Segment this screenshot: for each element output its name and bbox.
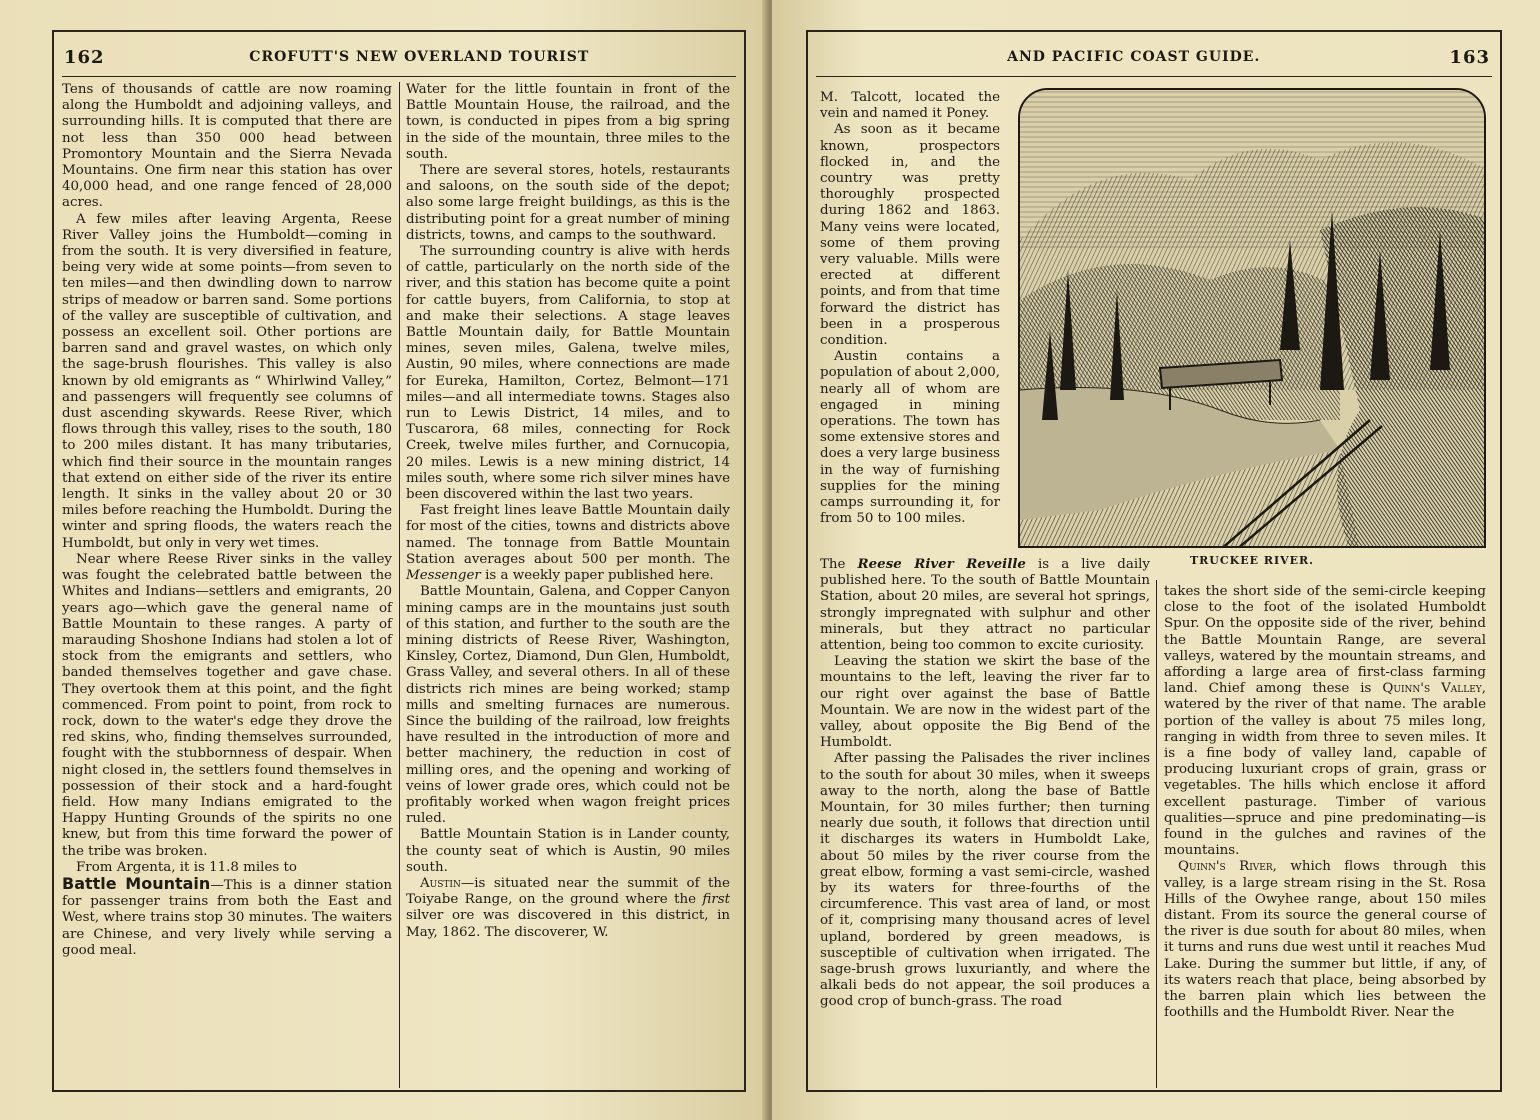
austin-text: —is situated near the summit of the Toiyabe Range, on the ground where the: [406, 875, 730, 908]
right-column-2: [1164, 584, 1486, 1021]
quinns-river-paragraph: [1164, 859, 1486, 1021]
paragraph: From Argenta, it is 11.8 miles to: [76, 859, 297, 875]
battle-mountain-heading: Battle Mountain: [62, 873, 211, 893]
left-page-frame: [52, 30, 746, 1092]
paragraph: After passing the Palisades the river inclines to the south for about 30 miles, when it sweeps away to the north, along the base of Battle Mountain, for 30 miles further; then turning nearly due south, it follows that direction until it discharges its waters in Humboldt Lake, about 50 miles by the river course from the great elbow, forming a vast semi-circle, washed by its waters for three-fourths of the circumference. This vast area of land, or most of it, comprising many thousand acres of level upland, bordered by green meadows, is susceptible of cultivation when irrigated. The sage-brush grows luxuriantly, and where the alkali beds do not appear, the soil produces a good crop of bunch-grass. The road: [820, 751, 1150, 1010]
reveille-tail: is a live daily published here. To the south of Battle Mountain Station, about 20 miles, are several hot springs, strongly impregnated with sulphur and other minerals, but they attract no particular attention, being too common to excite curiosity.: [820, 557, 1150, 654]
quinns-valley-name: Quinn's Valley: [1382, 681, 1482, 697]
reveille-paragraph: [820, 556, 1150, 654]
right-running-head: [818, 40, 1490, 74]
battle-mountain-paragraph: [62, 873, 392, 959]
paragraph: As soon as it became known, prospectors flocked in, and the country was pretty thoroughly prospected during 1862 and 1863. Many veins were located, some of them proving very valuable. Mills were erected at different points, and from that time forward the district has been in a prosperous condition.: [820, 122, 1000, 349]
left-running-title: CROFUTT'S NEW OVERLAND TOURIST: [249, 49, 590, 65]
paragraph: The surrounding country is alive with herds of cattle, particularly on the north side of the river, and this station has become quite a point for cattle buyers, from California, to stop at and make their selections. A stage leaves Battle Mountain daily, for Battle Mountain mines, seven miles, Galena, twelve miles, Austin, 90 miles, where connections are made for Eureka, Hamilton, Cortez, Belmont—171 miles—and all intermediate towns. Stages also run to Lewis District, 14 miles, and to Tuscarora, 68 miles, connecting for Rock Creek, twelve miles further, and Cornucopia, 20 miles. Lewis is a new mining district, 14 miles south, where some rich silver mines have been discovered within the last two years.: [406, 244, 730, 503]
austin-heading: Austin: [420, 875, 461, 891]
quinns-valley-tail: , watered by the river of that name.: [1164, 681, 1486, 713]
right-running-title: AND PACIFIC COAST GUIDE.: [1007, 49, 1261, 65]
messenger-title: Messenger: [406, 568, 481, 584]
reveille-prefix: The: [820, 557, 858, 572]
first-word: first: [702, 892, 730, 908]
engraving-caption: TRUCKEE RIVER.: [1189, 554, 1314, 567]
paragraph-rest: The arable portion of the valley is about 75 miles long, ranging in width from three to seven miles. It is a fine body of valley land, capable of producing luxuriant crops of grain, grass or vegetables. The hills which enclose it afford excellent pasturage. Timber of various qualities—spruce and pine predominating—is found in the gulches and ravines of the mountains.: [1164, 697, 1486, 859]
left-column-1: [62, 82, 392, 959]
paragraph: Leaving the station we skirt the base of the mountains to the left, leaving the river far to our right over against the base of Battle Mountain. We are now in the widest part of the valley, about opposite the Big Bend of the Humboldt.: [820, 654, 1150, 751]
right-page-number: 163: [1449, 46, 1490, 68]
reveille-title: Reese River Reveille: [857, 556, 1026, 572]
right-page-frame: [806, 30, 1502, 1092]
left-running-head: [64, 40, 734, 74]
right-column-divider: [1156, 580, 1157, 1088]
austin-paragraph: [406, 876, 730, 941]
paragraph: There are several stores, hotels, restaurants and saloons, on the south side of the depot; also some large freight buildings, as this is the distributing point for a great number of mining districts, towns, and camps to the southward.: [406, 163, 730, 243]
left-head-rule: [62, 76, 736, 77]
paragraph: A few miles after leaving Argenta, Reese River Valley joins the Humboldt—coming in from the south. It is very diversified in feature, being very wide at some points—from seven to ten miles—and then dwindling down to narrow strips of meadow or barren sand. Some portions of the valley are susceptible of cultivation, and possess an excellent soil. Other portions are barren sand and gravel wastes, on which only the sage-brush flourishes. This valley is also known by old emigrants as “ Whirlwind Valley,” and passengers will frequently see columns of dust ascending skywards. Reese River, which flows through this valley, rises to the south, 180 to 200 miles distant. It has many tributaries, which find their source in the mountain ranges that extend on either side of the river its entire length. It sinks in the valley about 20 or 30 miles before reaching the Humboldt. During the winter and spring floods, the waters reach the Humboldt, but only in very wet times.: [62, 211, 392, 551]
messenger-paragraph: [406, 503, 730, 584]
paragraph: Battle Mountain, Galena, and Copper Canyon mining camps are in the mountains just south of this station, and further to the south are the mining districts of Reese River, Washington, Kinsley, Cortez, Diamond, Dun Glen, Humboldt, Grass Valley, and several others. In all of these districts rich mines are being worked; stamp mills and smelting furnaces are numerous. Since the building of the railroad, low freights have resulted in the introduction of more and better machinery, the reduction in cost of milling ores, and the opening and working of veins of lower grade ores, which could not be profitably worked when wagon freight prices ruled.: [406, 584, 730, 827]
left-page: [0, 0, 768, 1120]
left-page-number: 162: [64, 46, 105, 68]
messenger-tail: is a weekly paper published here.: [480, 568, 714, 584]
quinns-valley-paragraph: [1164, 584, 1486, 859]
paragraph: Water for the little fountain in front of the Battle Mountain House, the railroad, and the town, is conducted in pipes from a big spring in the side of the mountain, three miles to the south.: [406, 82, 730, 162]
engraving-illustration: [1020, 90, 1486, 548]
right-column-1: [820, 556, 1150, 1011]
truckee-river-engraving: [1018, 88, 1486, 548]
paragraph: Near where Reese River sinks in the valley was fought the celebrated battle between the Whites and Indians—settlers and emigrants, 20 years ago—which gave the general name of Battle Mountain to these ranges. A party of marauding Shoshone Indians had stolen a lot of stock from the emigrants and settlers, who banded themselves together and gave chase. They overtook them at this point, and the fight commenced. From point to point, from rock to rock, down to the water's edge they drove the red skins, who, finding themselves surrounded, fought with the stubbornness of despair. When night closed in, the settlers found themselves in possession of their stock and a hard-fought field. How many Indians emigrated to the Happy Hunting Grounds of the spirits no one knew, but from this time forward the power of the tribe was broken.: [62, 551, 392, 859]
left-column-divider: [399, 82, 400, 1088]
paragraph: Austin contains a population of about 2,000, nearly all of whom are engaged in mining operations. The town has some extensive stores and does a very large business in the way of furnishing supplies for the mining camps surrounding it, for from 50 to 100 miles.: [820, 349, 1000, 527]
quinns-river-text: , which flows through this valley, is a large stream rising in the St. Rosa Hills of the Owyhee range, about 150 miles distant. From its source the general course of the river is due south for about 80 miles, when it turns and runs due west until it reaches Mud Lake. During the summer but little, if any, of its waters reach that place, being absorbed by the barren plain which lies between the foothills and the Humboldt River. Near the: [1164, 859, 1486, 1021]
quinns-river-name: Quinn's River: [1178, 859, 1273, 875]
paragraph-lead: takes the short side of the semi-circle keeping close to the foot of the isolated Humboldt Spur. On the opposite side of the river, behind the Battle Mountain Range, are several valleys, watered by the mountain streams, and affording a large area of first-class farming land. Chief among these is: [1164, 584, 1486, 697]
messenger-lead: Fast freight lines leave Battle Mountain daily for most of the cities, towns and districts above named. The tonnage from Battle Mountain Station averages about 500 per month. The: [406, 503, 730, 567]
austin-tail: silver ore was discovered in this district, in May, 1862. The discoverer, W.: [406, 908, 730, 940]
right-page: [772, 0, 1540, 1120]
paragraph: Tens of thousands of cattle are now roaming along the Humboldt and adjoining valleys, and surrounding hills. It is computed that there are not less than 350 000 head between Promontory Mountain and the Sierra Nevada Mountains. One firm near this station has over 40,000 head, and one range fenced of 28,000 acres.: [62, 82, 392, 211]
right-side-column: [820, 90, 1000, 527]
right-head-rule: [816, 76, 1492, 77]
paragraph: Battle Mountain Station is in Lander county, the county seat of which is Austin, 90 miles south.: [406, 827, 730, 875]
left-column-2: [406, 82, 730, 941]
battle-mountain-text: —This is a dinner station for passenger trains from both the East and West, where trains stop 30 minutes. The waiters are Chinese, and very lively while serving a good meal.: [62, 877, 392, 958]
paragraph: M. Talcott, located the vein and named it Poney.: [820, 90, 1000, 122]
